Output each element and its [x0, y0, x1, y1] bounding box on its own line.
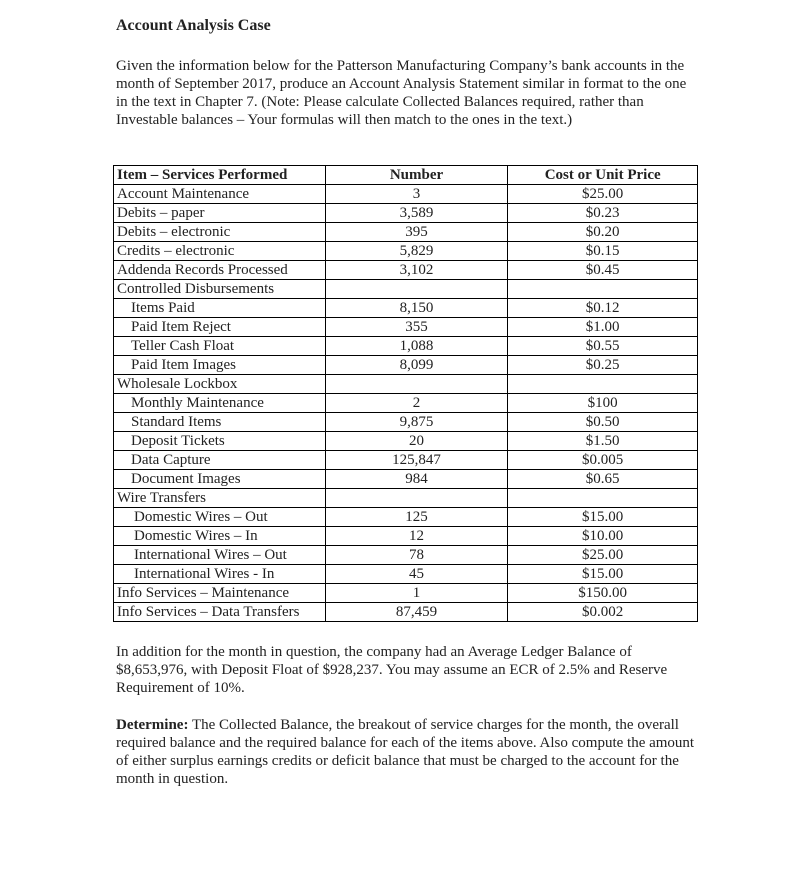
table-row: [114, 242, 698, 261]
table-section-row: [114, 280, 698, 299]
section-label: Controlled Disbursements: [114, 280, 326, 299]
table-row: [114, 185, 698, 204]
cost-cell: $25.00: [508, 546, 698, 565]
cost-cell: $0.15: [508, 242, 698, 261]
table-row: [114, 356, 698, 375]
table-row: [114, 204, 698, 223]
item-cell: Deposit Tickets: [114, 432, 326, 451]
section-label: Wire Transfers: [114, 489, 326, 508]
item-cell: Account Maintenance: [114, 185, 326, 204]
item-cell: Data Capture: [114, 451, 326, 470]
number-cell: [325, 489, 508, 508]
number-cell: [325, 280, 508, 299]
item-cell: Standard Items: [114, 413, 326, 432]
number-cell: 8,099: [325, 356, 508, 375]
cost-cell: $1.50: [508, 432, 698, 451]
header-cost: Cost or Unit Price: [508, 166, 698, 185]
number-cell: 3,589: [325, 204, 508, 223]
item-cell: Debits – paper: [114, 204, 326, 223]
number-cell: [325, 375, 508, 394]
number-cell: 1,088: [325, 337, 508, 356]
determine-text: The Collected Balance, the breakout of service charges for the month, the overall required balance and the required balance for each of the items above. Also compute the amount of either surplus earnings credits or deficit balance that must be charged to the account for the month in question.: [116, 717, 695, 787]
cost-cell: [508, 375, 698, 394]
table-section-row: [114, 375, 698, 394]
table-row: [114, 508, 698, 527]
number-cell: 9,875: [325, 413, 508, 432]
cost-cell: $1.00: [508, 318, 698, 337]
table-row: [114, 318, 698, 337]
cost-cell: $100: [508, 394, 698, 413]
cost-cell: $0.005: [508, 451, 698, 470]
item-cell: Debits – electronic: [114, 223, 326, 242]
table-row: [114, 470, 698, 489]
item-cell: Paid Item Images: [114, 356, 326, 375]
item-cell: Paid Item Reject: [114, 318, 326, 337]
item-cell: Info Services – Data Transfers: [114, 603, 326, 622]
table-row: [114, 432, 698, 451]
table-header-row: [114, 166, 698, 185]
cost-cell: $0.25: [508, 356, 698, 375]
cost-cell: $10.00: [508, 527, 698, 546]
item-cell: Credits – electronic: [114, 242, 326, 261]
number-cell: 3,102: [325, 261, 508, 280]
table-row: [114, 546, 698, 565]
item-cell: Monthly Maintenance: [114, 394, 326, 413]
number-cell: 2: [325, 394, 508, 413]
number-cell: 5,829: [325, 242, 508, 261]
services-table: [113, 165, 698, 622]
number-cell: 984: [325, 470, 508, 489]
cost-cell: $0.65: [508, 470, 698, 489]
number-cell: 8,150: [325, 299, 508, 318]
header-number: Number: [325, 166, 508, 185]
cost-cell: $15.00: [508, 565, 698, 584]
intro-paragraph: Given the information below for the Patterson Manufacturing Company’s bank accounts in the month of September 2017, produce an Account Analysis Statement similar in format to the one in the text in Chapter 7. (Note: Please calculate Collected Balances required, rather than Investable balances – Your formulas will then match to the ones in the text.): [116, 58, 687, 128]
section-label: Wholesale Lockbox: [114, 375, 326, 394]
number-cell: 355: [325, 318, 508, 337]
number-cell: 45: [325, 565, 508, 584]
cost-cell: [508, 280, 698, 299]
cost-cell: $0.50: [508, 413, 698, 432]
cost-cell: $150.00: [508, 584, 698, 603]
cost-cell: $0.23: [508, 204, 698, 223]
table-row: [114, 337, 698, 356]
cost-cell: $0.20: [508, 223, 698, 242]
number-cell: 87,459: [325, 603, 508, 622]
item-cell: Domestic Wires – Out: [114, 508, 326, 527]
number-cell: 12: [325, 527, 508, 546]
number-cell: 125: [325, 508, 508, 527]
item-cell: Info Services – Maintenance: [114, 584, 326, 603]
cost-cell: $15.00: [508, 508, 698, 527]
table-row: [114, 451, 698, 470]
item-cell: Document Images: [114, 470, 326, 489]
table-row: [114, 394, 698, 413]
number-cell: 125,847: [325, 451, 508, 470]
cost-cell: [508, 489, 698, 508]
item-cell: Items Paid: [114, 299, 326, 318]
table-row: [114, 299, 698, 318]
table-row: [114, 261, 698, 280]
table-row: [114, 413, 698, 432]
cost-cell: $25.00: [508, 185, 698, 204]
number-cell: 78: [325, 546, 508, 565]
cost-cell: $0.002: [508, 603, 698, 622]
addition-paragraph: In addition for the month in question, the company had an Average Ledger Balance of $8,653,976, with Deposit Float of $928,237. You may assume an ECR of 2.5% and Reserve Requirement of 10%.: [116, 644, 668, 696]
item-cell: Domestic Wires – In: [114, 527, 326, 546]
determine-paragraph: [116, 716, 696, 788]
table-section-row: [114, 489, 698, 508]
number-cell: 395: [325, 223, 508, 242]
determine-label: Determine:: [116, 717, 189, 733]
number-cell: 3: [325, 185, 508, 204]
table-row: [114, 527, 698, 546]
item-cell: International Wires - In: [114, 565, 326, 584]
document-title: Account Analysis Case: [116, 17, 271, 34]
table-row: [114, 603, 698, 622]
table-row: [114, 584, 698, 603]
item-cell: International Wires – Out: [114, 546, 326, 565]
table-row: [114, 565, 698, 584]
number-cell: 1: [325, 584, 508, 603]
item-cell: Addenda Records Processed: [114, 261, 326, 280]
number-cell: 20: [325, 432, 508, 451]
table-row: [114, 223, 698, 242]
cost-cell: $0.45: [508, 261, 698, 280]
header-item: Item – Services Performed: [114, 166, 326, 185]
cost-cell: $0.55: [508, 337, 698, 356]
item-cell: Teller Cash Float: [114, 337, 326, 356]
cost-cell: $0.12: [508, 299, 698, 318]
